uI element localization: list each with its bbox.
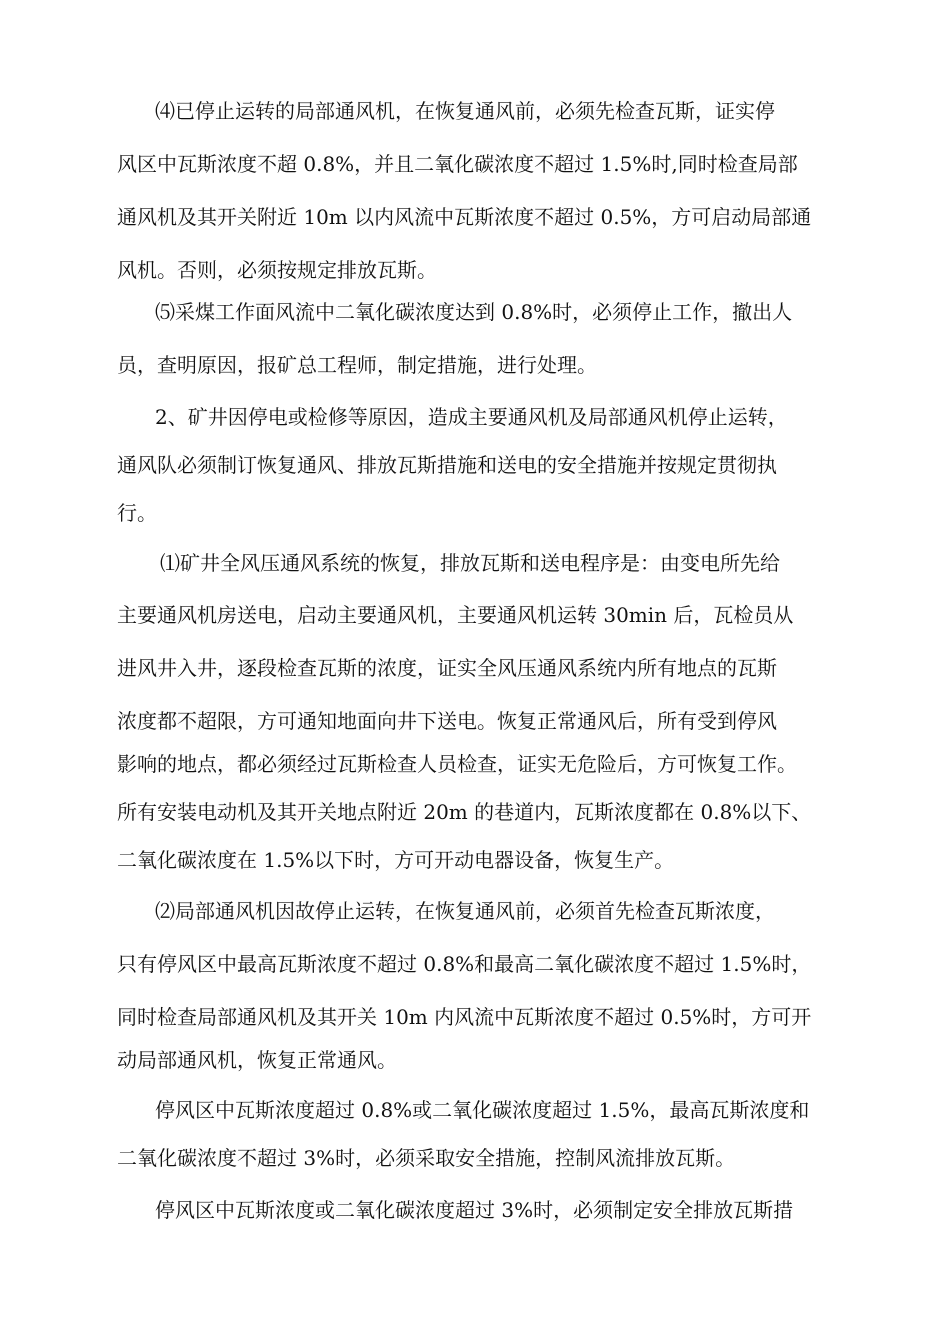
paragraph-line: 停风区中瓦斯浓度或二氧化碳浓度超过 3%时，必须制定安全排放瓦斯措 [155,1198,794,1222]
paragraph-line: 停风区中瓦斯浓度超过 0.8%或二氧化碳浓度超过 1.5%，最高瓦斯浓度和 [155,1098,810,1122]
paragraph-line: 进风井入井，逐段检查瓦斯的浓度，证实全风压通风系统内所有地点的瓦斯 [117,656,777,680]
paragraph-line: ⑵局部通风机因故停止运转，在恢复通风前，必须首先检查瓦斯浓度， [155,899,775,923]
paragraph-line: 通风机及其开关附近 10m 以内风流中瓦斯浓度不超过 0.5%，方可启动局部通 [117,205,812,229]
paragraph-line: 二氧化碳浓度不超过 3%时，必须采取安全措施，控制风流排放瓦斯。 [117,1146,736,1170]
paragraph-line: 影响的地点，都必须经过瓦斯检查人员检查，证实无危险后，方可恢复工作。 [117,752,797,776]
paragraph-line: 通风队必须制订恢复通风、排放瓦斯措施和送电的安全措施并按规定贯彻执 [117,453,777,477]
paragraph-line: 行。 [117,501,157,525]
paragraph-line: 只有停风区中最高瓦斯浓度不超过 0.8%和最高二氧化碳浓度不超过 1.5%时， [117,952,812,976]
paragraph-line: 动局部通风机，恢复正常通风。 [117,1048,397,1072]
paragraph-line: 浓度都不超限，方可通知地面向井下送电。恢复正常通风后，所有受到停风 [117,709,777,733]
paragraph-line: 同时检查局部通风机及其开关 10m 内风流中瓦斯浓度不超过 0.5%时，方可开 [117,1005,812,1029]
paragraph-line: 风机。否则，必须按规定排放瓦斯。 [117,258,437,282]
paragraph-line: 员，查明原因，报矿总工程师，制定措施，进行处理。 [117,353,597,377]
paragraph-line: ⑴矿井全风压通风系统的恢复，排放瓦斯和送电程序是：由变电所先给 [160,551,780,575]
paragraph-line: ⑷已停止运转的局部通风机，在恢复通风前，必须先检查瓦斯，证实停 [155,99,775,123]
paragraph-line: ⑸采煤工作面风流中二氧化碳浓度达到 0.8%时，必须停止工作，撤出人 [155,300,793,324]
paragraph-line: 风区中瓦斯浓度不超 0.8%，并且二氧化碳浓度不超过 1.5%时,同时检查局部 [117,152,798,176]
paragraph-line: 主要通风机房送电，启动主要通风机，主要通风机运转 30min 后，瓦检员从 [117,603,794,627]
paragraph-line: 二氧化碳浓度在 1.5%以下时，方可开动电器设备，恢复生产。 [117,848,675,872]
paragraph-line: 所有安装电动机及其开关地点附近 20m 的巷道内，瓦斯浓度都在 0.8%以下、 [117,800,812,824]
paragraph-line: 2、矿井因停电或检修等原因，造成主要通风机及局部通风机停止运转， [155,405,788,429]
